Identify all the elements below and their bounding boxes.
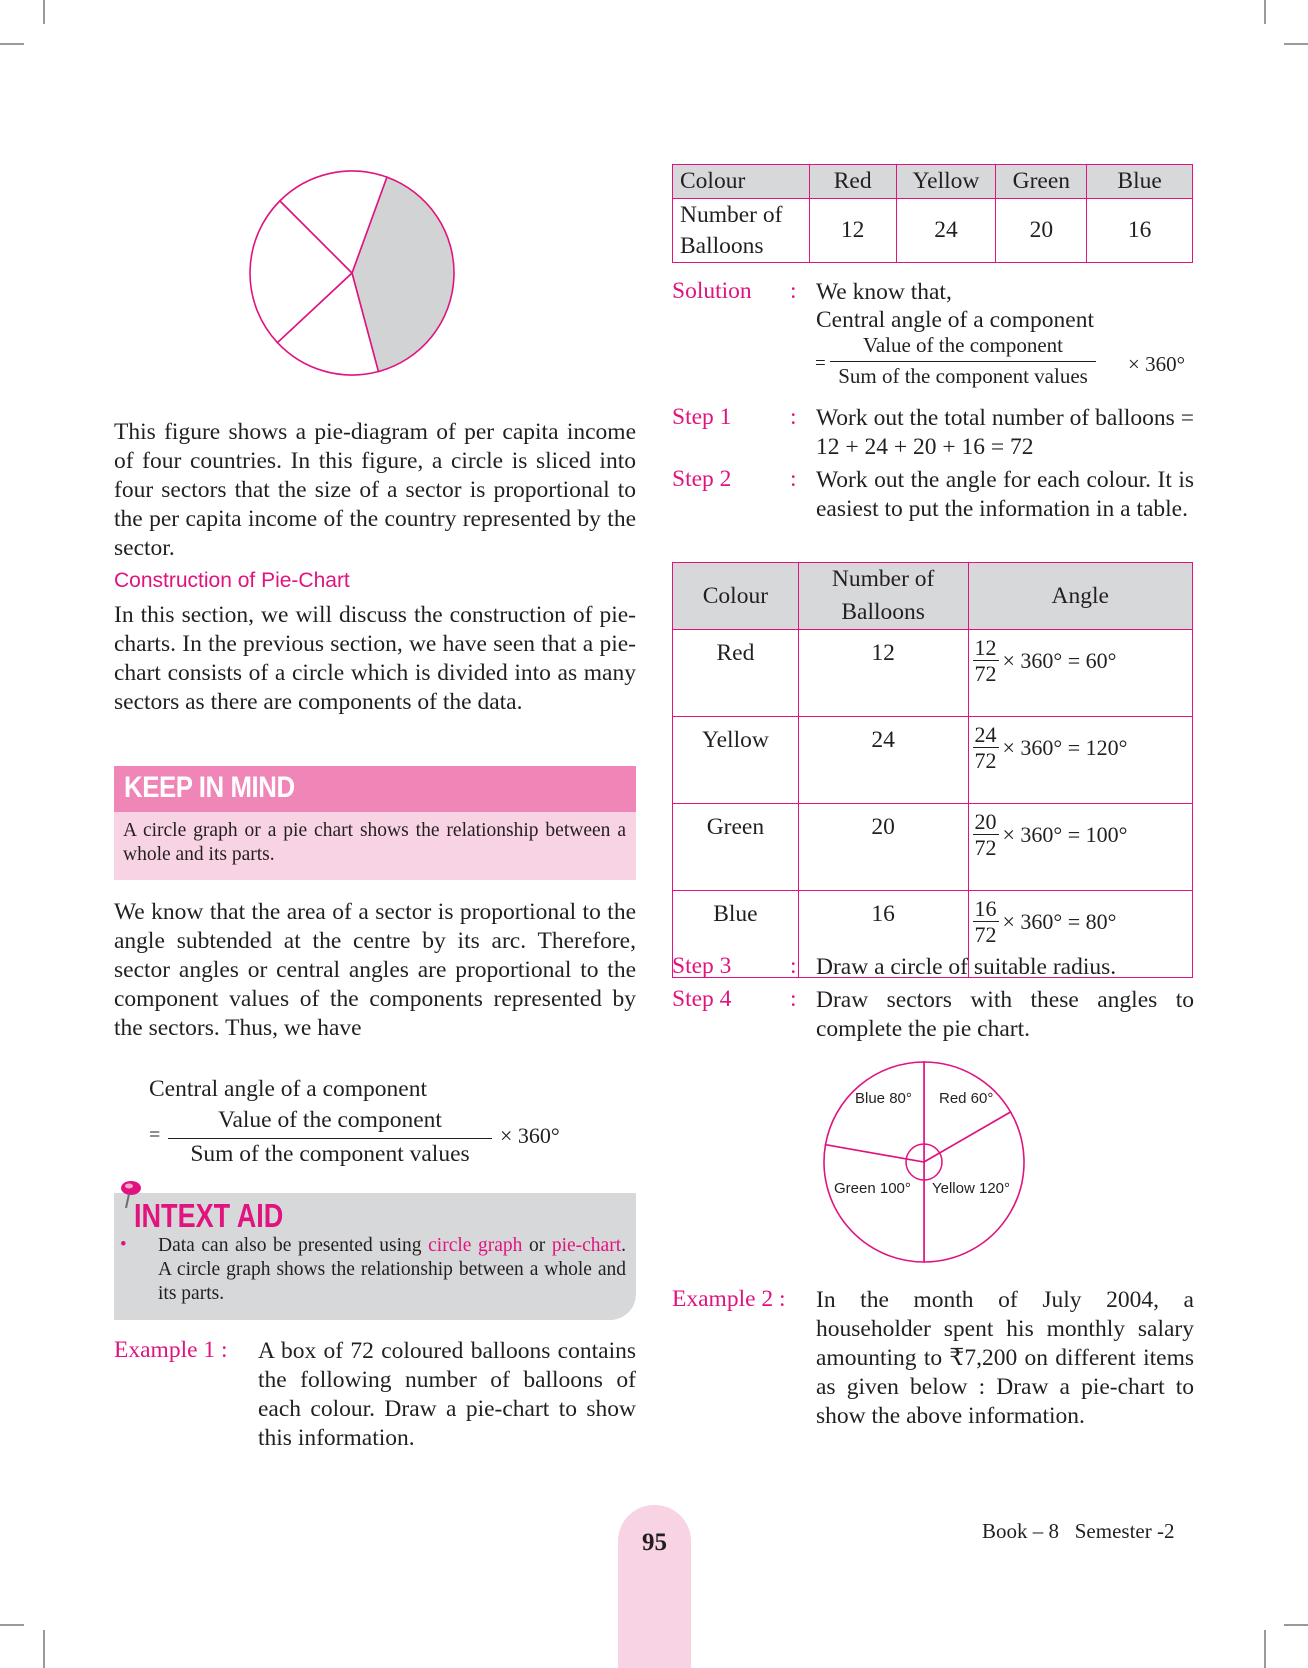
crop-mark <box>43 0 45 24</box>
table-row-label: Number of Balloons <box>673 199 810 263</box>
aid-text-part: . A circle graph shows the relationship between a whole and its parts. <box>158 1235 626 1304</box>
fraction-numerator: 24 <box>974 722 997 747</box>
formula-denominator: Sum of the component values <box>838 364 1088 388</box>
fraction-denominator: 72 <box>974 748 997 773</box>
page-number: 95 <box>642 1529 667 1556</box>
aid-text-part: Data can also be presented using <box>158 1235 429 1256</box>
angle-result: × 360° = 80° <box>1002 908 1117 934</box>
table-header: Colour <box>673 563 799 630</box>
crop-mark <box>43 1630 45 1668</box>
table-header: Blue <box>1087 165 1193 199</box>
fraction-denominator: 72 <box>974 661 997 686</box>
crop-mark <box>1264 0 1266 24</box>
pie-slice-blue <box>826 1062 924 1162</box>
solution-line-1: We know that, <box>816 279 952 305</box>
pie-label-red: Red 60° <box>939 1090 994 1107</box>
table-cell: 20 <box>996 199 1087 263</box>
intext-aid-text <box>158 1234 626 1306</box>
colon: : <box>790 466 797 492</box>
crop-mark <box>0 43 24 45</box>
table-header: Number of Balloons <box>798 563 968 630</box>
formula-numerator: Value of the component <box>862 333 1064 357</box>
table-row <box>673 717 1193 804</box>
table-header: Angle <box>968 563 1192 630</box>
colon: : <box>790 404 797 430</box>
example-2-text: In the month of July 2004, a householder spent his monthly salary amounting to ₹7,200 on different items as given below : Draw a pie-chart to show the above information. <box>816 1287 1194 1429</box>
area-paragraph: We know that the area of a sector is proportional to the angle subtended at the centre by its arc. Therefore, sector angles or central angles are proportional to the component values of the components represented by the sectors. Thus, we have <box>114 899 636 1041</box>
fraction-numerator: 12 <box>974 635 997 660</box>
fraction-denominator: 72 <box>974 835 997 860</box>
table-cell: Red <box>673 630 799 717</box>
formula-multiplier: × 360° <box>500 1123 560 1148</box>
angle-table <box>672 562 1193 978</box>
table-cell: 16 <box>798 891 968 978</box>
example-1-text: A box of 72 coloured balloons contains the following number of balloons of each colour. Draw a pie-chart to show this information. <box>258 1338 636 1451</box>
fraction-denominator: 72 <box>974 922 997 947</box>
table-cell: Blue <box>673 891 799 978</box>
solution-label: Solution <box>672 278 752 304</box>
angle-result: × 360° = 100° <box>1002 821 1128 847</box>
bullet-icon: • <box>120 1234 127 1255</box>
angle-cell <box>968 804 1192 891</box>
example-1-label: Example 1 : <box>114 1337 228 1363</box>
fraction-numerator: 16 <box>974 896 997 921</box>
table-cell: 16 <box>1087 199 1193 263</box>
intext-aid-box <box>114 1193 636 1320</box>
crop-mark <box>1284 43 1308 45</box>
table-row <box>673 630 1193 717</box>
colon: : <box>790 953 797 979</box>
fraction-bar <box>168 1138 492 1139</box>
balloon-count-table <box>672 164 1193 263</box>
table-cell: 12 <box>798 630 968 717</box>
angle-result: × 360° = 120° <box>1002 734 1128 760</box>
table-cell: Green <box>673 804 799 891</box>
step-4-text: Draw sectors with these angles to complete the pie chart. <box>816 987 1194 1042</box>
colon: : <box>790 986 797 1012</box>
step-1-label: Step 1 <box>672 404 732 430</box>
table-cell: 24 <box>798 717 968 804</box>
crop-mark <box>0 1624 24 1626</box>
pie-label-green: Green 100° <box>834 1180 911 1197</box>
pie-chart-term: pie-chart <box>551 1235 622 1256</box>
table-header: Colour <box>673 165 810 199</box>
crop-mark <box>1264 1630 1266 1668</box>
formula-numerator: Value of the component <box>218 1107 442 1133</box>
book-info: Book – 8 Semester -2 <box>982 1519 1175 1543</box>
formula-multiplier: × 360° <box>1128 352 1185 376</box>
table-cell: 12 <box>809 199 896 263</box>
table-cell: Yellow <box>673 717 799 804</box>
aid-text-part: or <box>522 1235 552 1256</box>
crop-mark <box>1284 1624 1308 1626</box>
angle-cell <box>968 717 1192 804</box>
table-header: Yellow <box>896 165 996 199</box>
pie-label-yellow: Yellow 120° <box>932 1180 1011 1197</box>
intext-aid-title: INTEXT AID <box>134 1197 284 1234</box>
keep-in-mind-header <box>114 766 636 812</box>
section-heading: Construction of Pie-Chart <box>114 569 350 592</box>
balloon-pie-chart <box>815 1052 1035 1272</box>
angle-cell <box>968 630 1192 717</box>
keep-in-mind-title: KEEP IN MIND <box>124 771 295 804</box>
formula-equals: = <box>149 1124 161 1146</box>
income-pie-chart <box>245 166 505 426</box>
intro-paragraph: This figure shows a pie-diagram of per capita income of four countries. In this figure, a circle is sliced into four sectors that the size of a sector is proportional to the per capita income of the country represented by the sector. <box>114 419 636 561</box>
keep-in-mind-text: A circle graph or a pie chart shows the relationship between a whole and its parts. <box>123 820 626 865</box>
formula-label: Central angle of a component <box>149 1076 427 1102</box>
angle-result: × 360° = 60° <box>1002 647 1117 673</box>
circle-graph-term: circle graph <box>428 1235 523 1256</box>
construction-paragraph: In this section, we will discuss the construction of pie-charts. In the previous section, we have seen that a pie-chart consists of a circle which is divided into as many sectors as there are components of the data. <box>114 602 636 715</box>
table-row <box>673 804 1193 891</box>
step-2-text: Work out the angle for each colour. It is easiest to put the information in a table. <box>816 467 1194 522</box>
formula-denominator: Sum of the component values <box>190 1141 470 1167</box>
solution-line-2: Central angle of a component <box>816 307 1094 333</box>
pie-label-blue: Blue 80° <box>855 1090 912 1107</box>
keep-in-mind-box <box>114 766 636 880</box>
step-2-label: Step 2 <box>672 466 732 492</box>
table-cell: 24 <box>896 199 996 263</box>
table-header: Red <box>809 165 896 199</box>
example-2-label: Example 2 : <box>672 1286 786 1312</box>
step-3-label: Step 3 <box>672 953 732 979</box>
pie-slice-green <box>824 1145 924 1262</box>
colon: : <box>790 278 797 304</box>
formula-equals: = <box>815 353 826 374</box>
step-4-label: Step 4 <box>672 986 732 1012</box>
fraction-bar <box>830 361 1096 362</box>
step-1-text: Work out the total number of balloons = 12 + 24 + 20 + 16 = 72 <box>816 405 1194 460</box>
table-header: Green <box>996 165 1087 199</box>
table-cell: 20 <box>798 804 968 891</box>
fraction-numerator: 20 <box>974 809 997 834</box>
step-3-text: Draw a circle of suitable radius. <box>816 954 1117 980</box>
